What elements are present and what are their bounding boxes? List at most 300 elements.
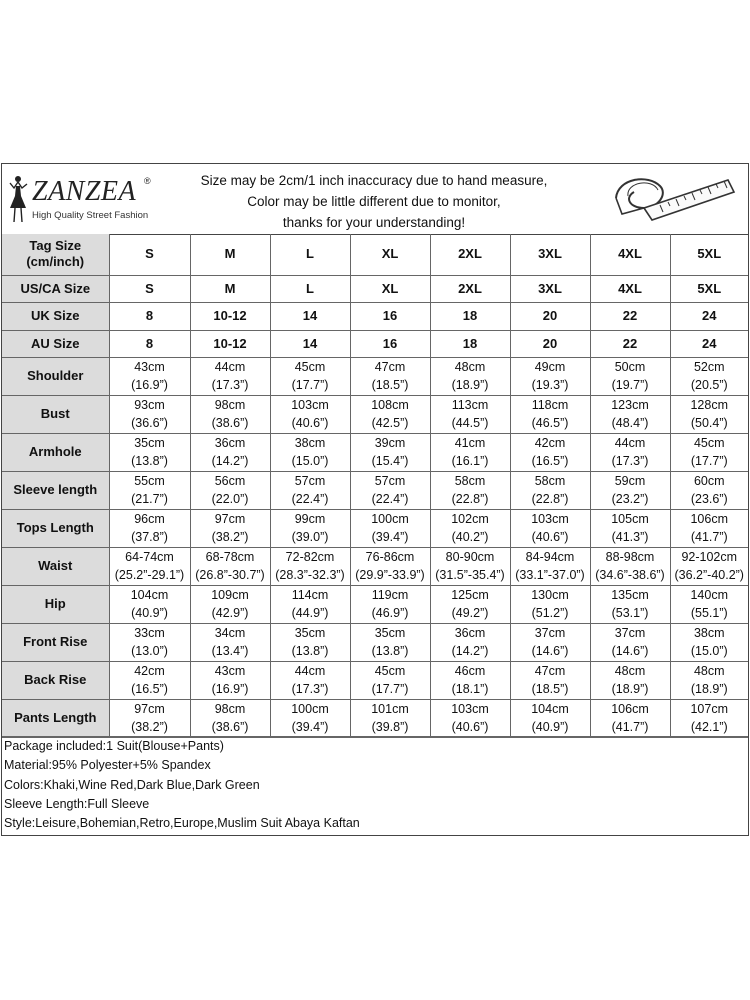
measurement-cell [510, 585, 590, 623]
inch-value: (39.8”) [371, 720, 409, 734]
measurement-cell [109, 471, 190, 509]
inch-value: (22.4”) [371, 492, 409, 506]
uk-size-row [2, 302, 748, 330]
inch-value: (18.5”) [531, 682, 569, 696]
size-cell: 4XL [590, 275, 670, 302]
measurement-cell [590, 471, 670, 509]
measurement-cell [270, 471, 350, 509]
inch-value: (13.8”) [131, 454, 168, 468]
measurement-cell [590, 585, 670, 623]
measurement-cell [190, 471, 270, 509]
row-label: Tops Length [2, 509, 109, 547]
inch-value: (29.9”-33.9”) [355, 568, 425, 582]
measurement-cell [350, 547, 430, 585]
cm-value: 43cm [134, 360, 165, 374]
measurement-cell [350, 623, 430, 661]
cm-value: 114cm [291, 588, 329, 602]
measurement-cell [670, 357, 748, 395]
size-cell: 4XL [590, 234, 670, 275]
inch-value: (13.8”) [291, 644, 329, 658]
measurement-cell [510, 471, 590, 509]
measurement-cell [350, 585, 430, 623]
cm-value: 52cm [693, 360, 725, 374]
cm-value: 35cm [294, 626, 326, 640]
chart-header [2, 164, 748, 235]
cm-value: 104cm [531, 702, 569, 716]
measurement-cell [190, 357, 270, 395]
cm-value: 36cm [454, 626, 486, 640]
inch-value: (41.3”) [611, 530, 649, 544]
size-table [2, 234, 748, 738]
measurement-row [2, 661, 748, 699]
inch-value: (22.8”) [451, 492, 489, 506]
measurement-cell [109, 395, 190, 433]
inch-value: (14.6”) [531, 644, 569, 658]
measurement-cell [590, 547, 670, 585]
cm-value: 58cm [454, 474, 486, 488]
inch-value: (33.1”-37.0”) [515, 568, 585, 582]
inch-value: (15.0”) [291, 454, 329, 468]
size-cell: 16 [350, 330, 430, 357]
size-cell: 3XL [510, 234, 590, 275]
measurement-cell [670, 471, 748, 509]
measurement-cell [109, 623, 190, 661]
inch-value: (25.2”-29.1”) [114, 568, 185, 582]
size-cell: XL [350, 275, 430, 302]
notice-line: thanks for your understanding! [282, 215, 466, 230]
cm-value: 106cm [690, 512, 729, 526]
inch-value: (14.2”) [211, 454, 249, 468]
measurement-row [2, 433, 748, 471]
inch-value: (40.6”) [451, 720, 489, 734]
row-label: Sleeve length [2, 471, 109, 509]
inch-value: (21.7”) [131, 492, 168, 506]
measurement-cell [350, 395, 430, 433]
measurement-cell [670, 585, 748, 623]
inch-value: (18.5”) [371, 378, 409, 392]
cm-value: 102cm [451, 512, 489, 526]
cm-value: 36cm [214, 436, 246, 450]
measurement-cell [270, 395, 350, 433]
measurement-cell [670, 395, 748, 433]
row-label: Front Rise [2, 623, 109, 661]
measurement-cell [430, 547, 510, 585]
measurement-cell [109, 357, 190, 395]
notice-line: Color may be little different due to monitor, [247, 194, 501, 209]
cm-value: 101cm [371, 702, 409, 716]
cm-value: 48cm [693, 664, 725, 678]
inch-value: (28.3”-32.3”) [275, 568, 345, 582]
size-cell: 24 [670, 330, 748, 357]
measurement-cell [350, 471, 430, 509]
inch-value: (44.5”) [451, 416, 489, 430]
inch-value: (42.9”) [211, 606, 249, 620]
size-cell: 5XL [670, 234, 748, 275]
cm-value: 97cm [214, 512, 246, 526]
inch-value: (16.9”) [131, 378, 168, 392]
measurement-cell [510, 357, 590, 395]
cm-value: 76-86cm [365, 550, 415, 564]
inch-value: (22.4”) [291, 492, 329, 506]
inch-value: (50.4”) [690, 416, 728, 430]
size-cell: 18 [430, 302, 510, 330]
row-label: Armhole [2, 433, 109, 471]
cm-value: 96cm [134, 512, 165, 526]
size-cell: 2XL [430, 234, 510, 275]
inch-value: (17.3”) [611, 454, 649, 468]
inch-value: (31.5”-35.4”) [435, 568, 505, 582]
measurement-cell [430, 395, 510, 433]
fashion-figure-icon [6, 174, 30, 224]
inch-value: (18.9”) [611, 682, 649, 696]
measurement-cell [190, 509, 270, 547]
inch-value: (44.9”) [291, 606, 329, 620]
inch-value: (17.3”) [211, 378, 249, 392]
size-cell: 22 [590, 330, 670, 357]
size-chart [1, 163, 749, 836]
cm-value: 103cm [531, 512, 569, 526]
inch-value: (40.2”) [451, 530, 489, 544]
inch-value: (14.6”) [611, 644, 649, 658]
cm-value: 135cm [611, 588, 649, 602]
measurement-cell [510, 395, 590, 433]
measurement-cell [590, 699, 670, 737]
measurement-cell [510, 699, 590, 737]
inch-value: (15.0”) [690, 644, 728, 658]
row-label: US/CA Size [2, 275, 109, 302]
inch-value: (36.6”) [131, 416, 168, 430]
inch-value: (55.1”) [690, 606, 728, 620]
cm-value: 108cm [371, 398, 409, 412]
measurement-cell [510, 433, 590, 471]
inch-value: (38.6”) [211, 720, 249, 734]
measurement-cell [590, 661, 670, 699]
measurement-cell [350, 433, 430, 471]
cm-value: 41cm [454, 436, 486, 450]
measurement-cell [190, 433, 270, 471]
measurement-cell [190, 585, 270, 623]
brand-logo [6, 170, 166, 230]
measurement-cell [109, 661, 190, 699]
measurement-cell [350, 509, 430, 547]
inch-value: (40.9”) [131, 606, 168, 620]
size-cell: 20 [510, 302, 590, 330]
cm-value: 33cm [134, 626, 165, 640]
detail-line: Package included:1 Suit(Blouse+Pants) [4, 739, 224, 753]
inch-value: (38.2”) [211, 530, 249, 544]
measurement-row [2, 585, 748, 623]
measurement-cell [109, 585, 190, 623]
size-cell: S [109, 275, 190, 302]
row-label: Back Rise [2, 661, 109, 699]
measurement-cell [670, 699, 748, 737]
inch-value: (22.8”) [531, 492, 569, 506]
measurement-row [2, 357, 748, 395]
size-cell: 8 [109, 330, 190, 357]
cm-value: 113cm [451, 398, 489, 412]
product-details [2, 736, 748, 833]
measurement-cell [590, 509, 670, 547]
measurement-cell [430, 623, 510, 661]
cm-value: 59cm [614, 474, 646, 488]
size-cell: 5XL [670, 275, 748, 302]
detail-line: Material:95% Polyester+5% Spandex [4, 758, 211, 773]
measurement-cell [109, 433, 190, 471]
tag-size-row [2, 234, 748, 275]
measurement-cell [270, 661, 350, 699]
measurement-cell [109, 509, 190, 547]
inch-value: (18.1”) [451, 682, 489, 696]
cm-value: 49cm [534, 360, 566, 374]
size-cell: 18 [430, 330, 510, 357]
us-ca-size-row [2, 275, 748, 302]
cm-value: 119cm [371, 588, 409, 602]
measurement-rows [2, 357, 748, 737]
cm-value: 97cm [134, 702, 165, 716]
measurement-cell [670, 547, 748, 585]
inch-value: (17.7”) [291, 378, 329, 392]
measurement-cell [590, 357, 670, 395]
cm-value: 46cm [454, 664, 486, 678]
cm-value: 128cm [690, 398, 729, 412]
measurement-cell [430, 357, 510, 395]
measurement-cell [430, 585, 510, 623]
inch-value: (20.5”) [690, 378, 728, 392]
cm-value: 84-94cm [525, 550, 575, 564]
inch-value: (40.6”) [531, 530, 569, 544]
cm-value: 34cm [214, 626, 246, 640]
row-label: AU Size [2, 330, 109, 357]
inch-value: (19.3”) [531, 378, 569, 392]
row-label: Hip [2, 585, 109, 623]
cm-value: 99cm [294, 512, 326, 526]
inch-value: (36.2”-40.2”) [674, 568, 744, 582]
inch-value: (17.7”) [690, 454, 728, 468]
cm-value: 42cm [534, 436, 566, 450]
size-cell: 8 [109, 302, 190, 330]
size-cell: 14 [270, 330, 350, 357]
size-cell: 14 [270, 302, 350, 330]
inch-value: (51.2”) [531, 606, 569, 620]
cm-value: 98cm [214, 702, 246, 716]
measurement-cell [190, 699, 270, 737]
inch-value: (40.6”) [291, 416, 329, 430]
inch-value: (16.5”) [531, 454, 569, 468]
au-size-row [2, 330, 748, 357]
cm-value: 39cm [374, 436, 406, 450]
measurement-cell [590, 433, 670, 471]
cm-value: 43cm [214, 664, 246, 678]
measurement-cell [270, 357, 350, 395]
size-cell: 10-12 [190, 330, 270, 357]
inch-value: (22.0”) [211, 492, 249, 506]
inch-value: (48.4”) [611, 416, 649, 430]
measurement-cell [590, 395, 670, 433]
measurement-cell [510, 623, 590, 661]
inch-value: (16.9”) [211, 682, 249, 696]
measurement-row [2, 509, 748, 547]
cm-value: 80-90cm [445, 550, 495, 564]
inch-value: (34.6”-38.6”) [595, 568, 665, 582]
measurement-cell [510, 661, 590, 699]
detail-line: Colors:Khaki,Wine Red,Dark Blue,Dark Green [4, 777, 260, 792]
measurement-cell [430, 471, 510, 509]
inch-value: (42.5”) [371, 416, 409, 430]
inch-value: (18.9”) [451, 378, 489, 392]
measurement-row [2, 547, 748, 585]
row-label: Waist [2, 547, 109, 585]
measurement-cell [270, 509, 350, 547]
cm-value: 57cm [294, 474, 326, 488]
cm-value: 47cm [534, 664, 566, 678]
inch-value: (39.0”) [291, 530, 329, 544]
measurement-cell [670, 623, 748, 661]
size-cell: 20 [510, 330, 590, 357]
measurement-cell [350, 357, 430, 395]
cm-value: 57cm [374, 474, 406, 488]
inch-value: (53.1”) [611, 606, 649, 620]
row-label: Shoulder [2, 357, 109, 395]
cm-value: 56cm [214, 474, 246, 488]
cm-value: 105cm [611, 512, 649, 526]
cm-value: 45cm [374, 664, 406, 678]
detail-line: Sleeve Length:Full Sleeve [4, 796, 150, 811]
cm-value: 103cm [291, 398, 329, 412]
brand-name: ZANZEA [32, 176, 137, 207]
inch-value: (17.3”) [291, 682, 329, 696]
size-cell: XL [350, 234, 430, 275]
cm-value: 38cm [693, 626, 725, 640]
measurement-cell [590, 623, 670, 661]
cm-value: 48cm [454, 360, 486, 374]
row-label: Pants Length [2, 699, 109, 737]
measurement-cell [430, 509, 510, 547]
cm-value: 104cm [130, 588, 169, 602]
measurement-cell [670, 433, 748, 471]
cm-value: 123cm [611, 398, 649, 412]
brand-tagline: High Quality Street Fashion [32, 210, 149, 221]
measurement-cell [190, 547, 270, 585]
inch-value: (15.4”) [371, 454, 409, 468]
size-cell: 2XL [430, 275, 510, 302]
measurement-row [2, 623, 748, 661]
measurement-cell [190, 395, 270, 433]
size-cell: L [270, 234, 350, 275]
size-cell: M [190, 275, 270, 302]
measurement-cell [510, 547, 590, 585]
cm-value: 35cm [374, 626, 406, 640]
inch-value: (41.7”) [690, 530, 728, 544]
inch-value: (41.7”) [611, 720, 649, 734]
inch-value: (38.6”) [211, 416, 249, 430]
size-cell: L [270, 275, 350, 302]
cm-value: 118cm [531, 398, 569, 412]
measurement-cell [430, 661, 510, 699]
cm-value: 44cm [294, 664, 326, 678]
cm-value: 60cm [693, 474, 725, 488]
cm-value: 88-98cm [605, 550, 655, 564]
cm-value: 107cm [690, 702, 729, 716]
size-cell: 24 [670, 302, 748, 330]
measuring-tape-icon [608, 168, 738, 230]
measurement-cell [430, 433, 510, 471]
inch-value: (49.2”) [451, 606, 489, 620]
cm-value: 72-82cm [285, 550, 335, 564]
measurement-row [2, 395, 748, 433]
cm-value: 37cm [534, 626, 566, 640]
measurement-cell [270, 547, 350, 585]
measurement-cell [270, 433, 350, 471]
registered-mark: ® [144, 176, 151, 186]
measurement-row [2, 699, 748, 737]
inch-value: (18.9”) [690, 682, 728, 696]
cm-value: 98cm [214, 398, 246, 412]
inch-value: (16.1”) [451, 454, 489, 468]
cm-value: 44cm [214, 360, 246, 374]
inch-value: (39.4”) [371, 530, 409, 544]
cm-value: 140cm [690, 588, 729, 602]
inch-value: (17.7”) [371, 682, 409, 696]
inch-value: (39.4”) [291, 720, 329, 734]
measurement-cell [510, 509, 590, 547]
cm-value: 35cm [134, 436, 165, 450]
tag-size-label: Tag Size (cm/inch) [2, 234, 109, 275]
measurement-cell [270, 699, 350, 737]
notice-line: Size may be 2cm/1 inch inaccuracy due to hand measure, [200, 173, 548, 188]
cm-value: 58cm [534, 474, 566, 488]
cm-value: 38cm [294, 436, 326, 450]
inch-value: (13.4”) [211, 644, 249, 658]
cm-value: 37cm [614, 626, 646, 640]
size-cell: 22 [590, 302, 670, 330]
cm-value: 45cm [693, 436, 725, 450]
inch-value: (46.9”) [371, 606, 409, 620]
cm-value: 64-74cm [125, 550, 174, 564]
inch-value: (13.8”) [371, 644, 409, 658]
row-label: Bust [2, 395, 109, 433]
cm-value: 44cm [614, 436, 646, 450]
cm-value: 92-102cm [681, 550, 738, 564]
measurement-cell [109, 547, 190, 585]
size-cell: M [190, 234, 270, 275]
cm-value: 48cm [614, 664, 646, 678]
measurement-cell [270, 623, 350, 661]
cm-value: 106cm [611, 702, 649, 716]
cm-value: 93cm [134, 398, 165, 412]
inch-value: (38.2”) [131, 720, 168, 734]
measurement-cell [190, 623, 270, 661]
detail-line: Style:Leisure,Bohemian,Retro,Europe,Muslim Suit Abaya Kaftan [4, 816, 360, 831]
inch-value: (23.2”) [611, 492, 649, 506]
inch-value: (46.5”) [531, 416, 569, 430]
measurement-cell [430, 699, 510, 737]
measurement-notice [162, 170, 586, 233]
cm-value: 68-78cm [205, 550, 255, 564]
size-cell: 10-12 [190, 302, 270, 330]
cm-value: 125cm [451, 588, 489, 602]
cm-value: 100cm [291, 702, 329, 716]
cm-value: 47cm [374, 360, 406, 374]
row-label: UK Size [2, 302, 109, 330]
measurement-cell [350, 661, 430, 699]
cm-value: 50cm [614, 360, 646, 374]
size-cell: 3XL [510, 275, 590, 302]
measurement-cell [350, 699, 430, 737]
inch-value: (37.8”) [131, 530, 168, 544]
cm-value: 45cm [294, 360, 326, 374]
inch-value: (14.2”) [451, 644, 489, 658]
measurement-cell [190, 661, 270, 699]
